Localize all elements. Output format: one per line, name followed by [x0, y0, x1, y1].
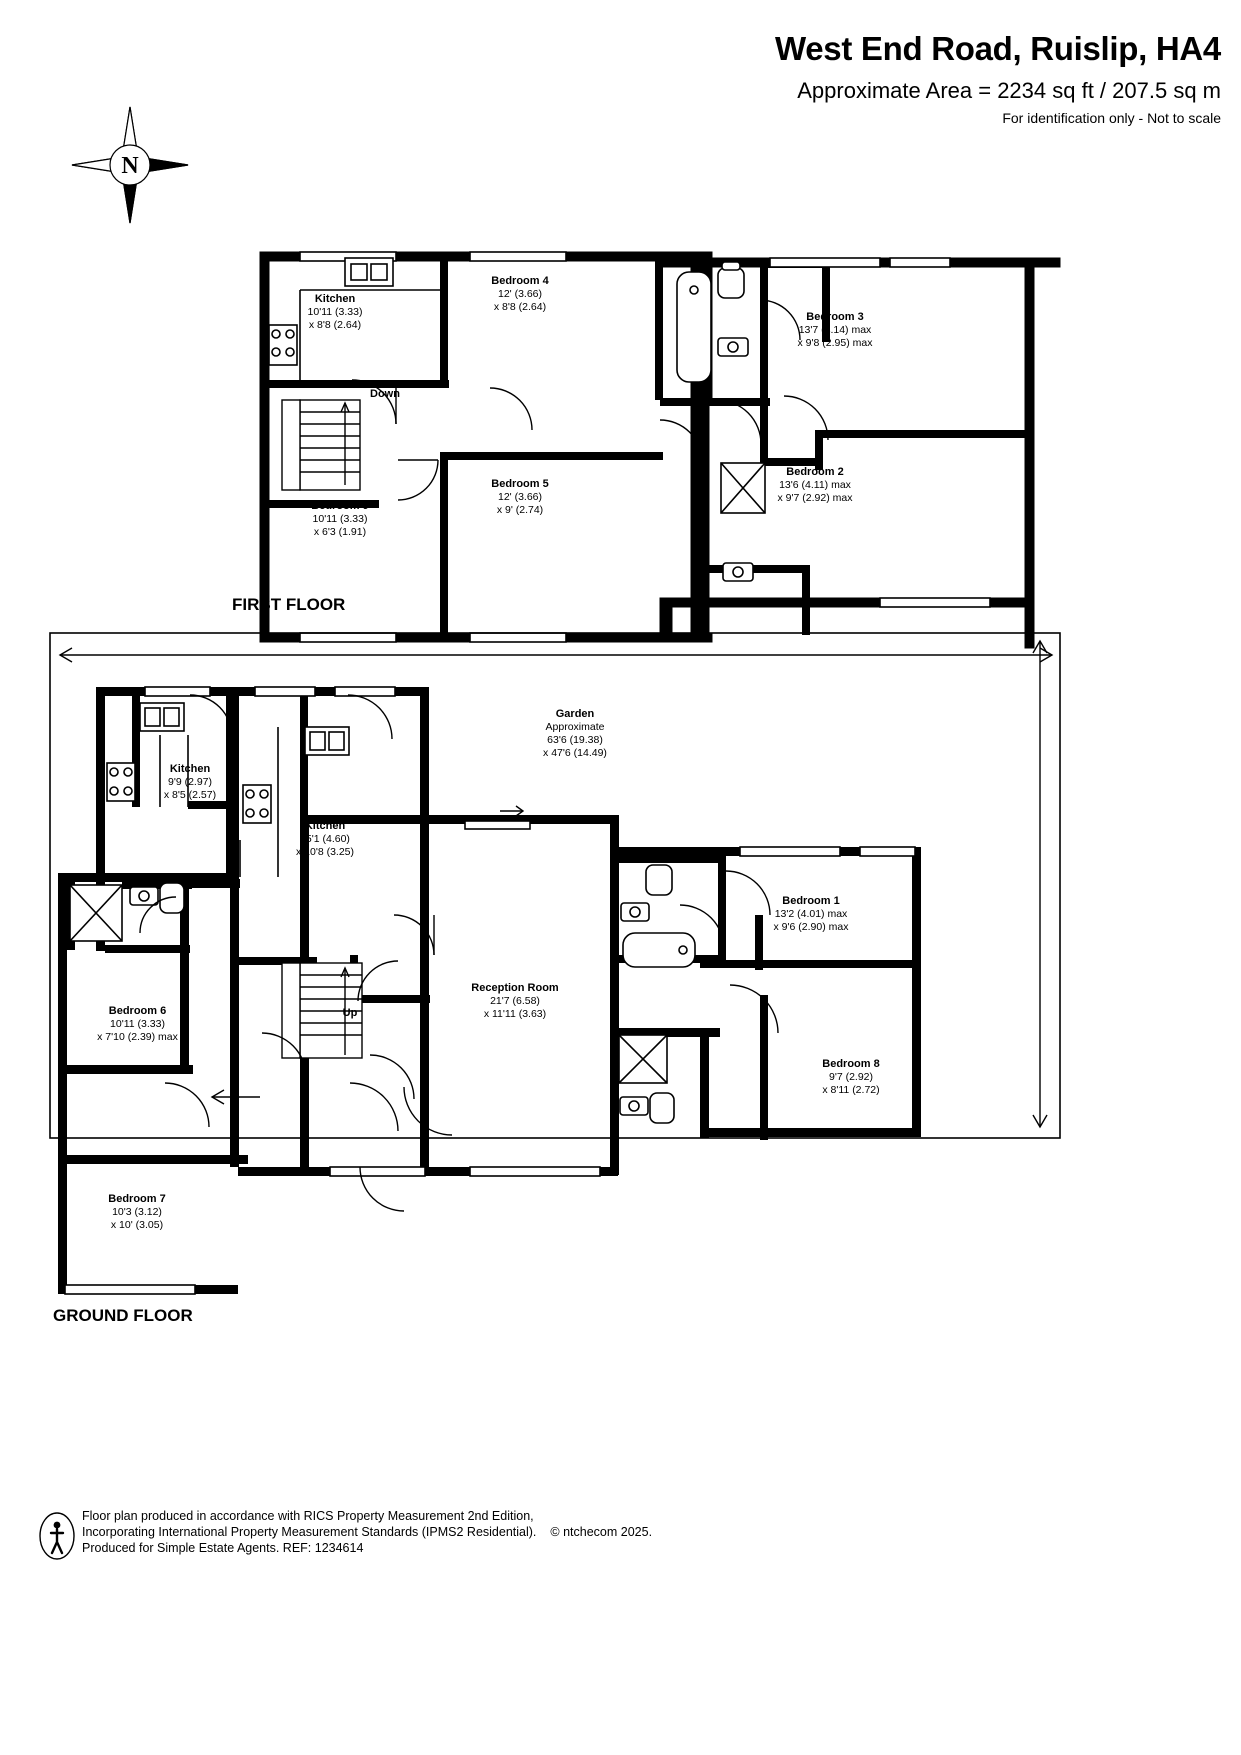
footer-text: Floor plan produced in accordance with RICS Property Measurement 2nd Edition, Incorporating International Property Measurement Standards (IPMS2 Residential). © ntchecom 2025. Produced for Simple Estate Agents. REF: 1234614 — [82, 1509, 653, 1555]
approximate-area: Approximate Area = 2234 sq ft / 207.5 sq m — [797, 78, 1221, 103]
room-label-reception-room: Reception Room 21'7 (6.58) x 11'11 (3.63) — [471, 982, 559, 1020]
ground-floor-plan — [0, 615, 1241, 1325]
room-label-bedroom-5: Bedroom 5 12' (3.66) x 9' (2.74) — [491, 478, 549, 516]
stairs-label-down: Down — [370, 388, 400, 400]
page-title: West End Road, Ruislip, HA4 — [774, 30, 1221, 67]
room-label-kitchen-left: Kitchen 9'9 (2.97) x 8'5 (2.57) — [163, 763, 217, 801]
stairs-label-up: Up — [342, 1007, 358, 1019]
accessibility-icon — [38, 1512, 76, 1560]
room-label-bedroom-3: Bedroom 3 13'7 (4.14) max x 9'8 (2.95) max — [797, 311, 873, 349]
room-label-kitchen-ff: Kitchen 10'11 (3.33) x 8'8 (2.64) — [307, 293, 363, 331]
first-floor-plan — [0, 0, 1241, 640]
compass-north-letter: N — [121, 153, 139, 179]
room-label-bedroom-6: Bedroom 6 10'11 (3.33) x 7'10 (2.39) max — [97, 1005, 178, 1043]
room-label-bedroom-1: Bedroom 1 13'2 (4.01) max x 9'6 (2.90) max — [773, 895, 849, 933]
disclaimer-text: For identification only - Not to scale — [1002, 110, 1221, 126]
ground-floor-label: GROUND FLOOR — [53, 1306, 193, 1325]
first-floor-label: FIRST FLOOR — [232, 595, 346, 614]
room-label-kitchen-middle: Kitchen 15'1 (4.60) x 10'8 (3.25) — [295, 820, 355, 858]
room-label-bedroom-8: Bedroom 8 9'7 (2.92) x 8'11 (2.72) — [822, 1058, 880, 1096]
room-label-bedroom-7: Bedroom 7 10'3 (3.12) x 10' (3.05) — [108, 1193, 166, 1231]
garden-label: Garden Approximate 63'6 (19.38) x 47'6 (14.49) — [543, 708, 607, 759]
room-label-bedroom-4: Bedroom 4 12' (3.66) x 8'8 (2.64) — [491, 275, 549, 313]
room-label-bedroom-2: Bedroom 2 13'6 (4.11) max x 9'7 (2.92) max — [777, 466, 853, 504]
room-label-bedroom-9: Bedroom 9 10'11 (3.33) x 6'3 (1.91) — [311, 500, 369, 538]
